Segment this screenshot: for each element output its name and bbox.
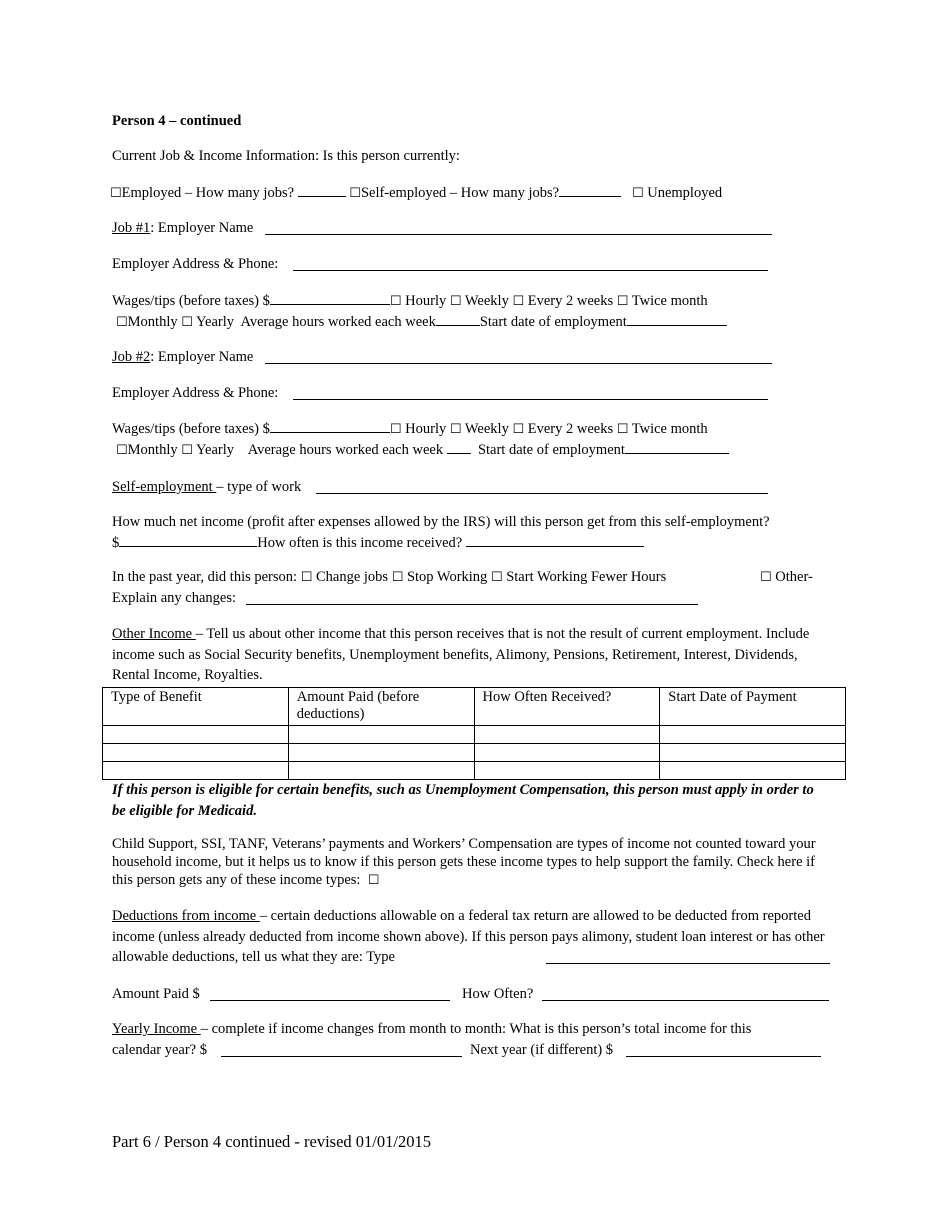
header-amount-paid: Amount Paid (before deductions) [288, 688, 474, 726]
job1-label: Job #1 [112, 220, 151, 236]
explain-changes-label: Explain any changes: [112, 590, 237, 606]
child-support-checkbox[interactable]: ☐ [367, 873, 380, 888]
job2-avg-hours-label: Average hours worked each week [247, 442, 444, 458]
job2-address-field[interactable] [293, 399, 768, 400]
job1-every2-label: Every 2 weeks [527, 293, 614, 309]
job1-address-field[interactable] [293, 270, 768, 271]
other-income-text: – Tell us about other income that this person receives that is not the result of current employment. Include income such as Social Security benefits, Unemployment benefits, Alimony, Pensions, Retirement, Interest, Dividends, Rental Income, Royalties. [112, 626, 810, 683]
table-cell[interactable] [660, 744, 846, 762]
deduction-how-often-field[interactable] [542, 1000, 829, 1001]
self-employed-label: Self-employed – How many jobs? [360, 185, 560, 201]
job2-start-date-label: Start date of employment [477, 442, 625, 458]
self-employed-checkbox[interactable]: ☐ [349, 186, 361, 201]
job2-every2-label: Every 2 weeks [527, 421, 614, 437]
table-row [103, 744, 846, 762]
job2-twice-checkbox[interactable]: ☐ [616, 422, 629, 437]
other-change-option [760, 567, 813, 588]
job2-wages-label: Wages/tips (before taxes) $ [112, 421, 270, 437]
job2-every2-checkbox[interactable]: ☐ [512, 422, 525, 437]
table-cell[interactable] [660, 726, 846, 744]
child-support-text: Child Support, SSI, TANF, Veterans’ payments and Workers’ Compensation are types of income not counted toward your household income, but it helps us to know if this person gets these income types to help support the family. Check here if this person gets any of these income types: [112, 836, 816, 888]
job1-yearly-label: Yearly [195, 314, 234, 330]
other-change-label: Other- [775, 569, 813, 585]
job1-weekly-label: Weekly [464, 293, 509, 309]
deductions-label: Deductions from income [112, 908, 260, 924]
job1-start-date-field[interactable] [627, 311, 727, 326]
yearly-income-row [112, 1019, 751, 1039]
other-income-paragraph [112, 624, 834, 686]
fewer-hours-label: Start Working Fewer Hours [506, 569, 667, 585]
job2-employer-row [112, 347, 253, 367]
net-income-dollar: $ [112, 535, 120, 551]
past-year-question: In the past year, did this person: [112, 569, 298, 585]
employed-label: Employed – How many jobs? [121, 185, 295, 201]
self-employment-label: Self-employment [112, 479, 217, 495]
job1-address-label: Employer Address & Phone: [112, 256, 279, 272]
job1-every2-checkbox[interactable]: ☐ [512, 294, 525, 309]
calendar-year-field[interactable] [221, 1056, 462, 1057]
job1-twice-label: Twice month [631, 293, 708, 309]
table-cell[interactable] [288, 762, 474, 780]
job2-avg-hours-field[interactable] [447, 439, 471, 454]
self-employment-row [112, 477, 301, 497]
table-row [103, 726, 846, 744]
other-change-checkbox[interactable]: ☐ [760, 570, 772, 585]
job2-employer-name-label: : Employer Name [150, 349, 254, 365]
net-income-row [112, 532, 644, 553]
calendar-year-label: calendar year? $ [112, 1042, 207, 1058]
table-cell[interactable] [103, 762, 289, 780]
table-cell[interactable] [103, 726, 289, 744]
amount-paid-field[interactable] [210, 1000, 450, 1001]
net-income-how-often-field[interactable] [466, 532, 644, 547]
employed-checkbox[interactable]: ☐ [110, 186, 122, 201]
table-cell[interactable] [474, 762, 660, 780]
table-cell[interactable] [288, 726, 474, 744]
table-cell[interactable] [474, 726, 660, 744]
amount-paid-label: Amount Paid $ [112, 986, 200, 1002]
job2-yearly-label: Yearly [195, 442, 234, 458]
job2-monthly-label: Monthly [127, 442, 178, 458]
employed-jobs-field[interactable] [298, 182, 346, 197]
job2-hourly-label: Hourly [405, 421, 447, 437]
job1-hourly-label: Hourly [405, 293, 447, 309]
child-support-paragraph [112, 835, 822, 890]
job1-hourly-checkbox[interactable]: ☐ [389, 294, 402, 309]
medicaid-notice: If this person is eligible for certain benefits, such as Unemployment Compensation, this person must apply in order to be eligible for Medicaid. [112, 782, 814, 819]
deduction-type-field[interactable] [546, 963, 830, 964]
benefits-table-header [103, 688, 846, 726]
self-employment-type-label: – type of work [216, 479, 302, 495]
job2-yearly-checkbox[interactable]: ☐ [181, 443, 193, 458]
page-title: Person 4 – continued [112, 113, 242, 129]
deductions-text: – certain deductions allowable on a federal tax return are allowed to be deducted from reported income (unless already deducted from income shown above). If this person pays alimony, student loan interest or has other allowable deductions, tell us what they are: Type [112, 908, 825, 965]
job2-weekly-label: Weekly [464, 421, 509, 437]
job2-wages-field[interactable] [270, 418, 390, 433]
job1-frequency-row2 [116, 311, 727, 333]
change-jobs-checkbox[interactable]: ☐ [300, 570, 313, 585]
job1-twice-checkbox[interactable]: ☐ [616, 294, 629, 309]
page-footer: Part 6 / Person 4 continued - revised 01/01/2015 [112, 1132, 431, 1151]
net-income-how-often-label: How often is this income received? [257, 535, 463, 551]
table-cell[interactable] [474, 744, 660, 762]
job1-monthly-label: Monthly [127, 314, 178, 330]
stop-working-checkbox[interactable]: ☐ [391, 570, 404, 585]
table-cell[interactable] [288, 744, 474, 762]
employment-status-row [110, 182, 722, 204]
deduction-how-often-label: How Often? [462, 986, 534, 1002]
stop-working-label: Stop Working [406, 569, 488, 585]
job2-label: Job #2 [112, 349, 151, 365]
header-how-often: How Often Received? [474, 688, 660, 726]
header-start-date: Start Date of Payment [660, 688, 846, 726]
header-type-of-benefit: Type of Benefit [103, 688, 289, 726]
yearly-income-text: – complete if income changes from month to month: What is this person’s total income for this [200, 1021, 752, 1037]
change-jobs-label: Change jobs [315, 569, 389, 585]
unemployed-label: Unemployed [647, 185, 723, 201]
table-row [103, 762, 846, 780]
net-income-field[interactable] [119, 532, 257, 547]
job1-wages-label: Wages/tips (before taxes) $ [112, 293, 270, 309]
job2-frequency-row2 [116, 439, 729, 461]
unemployed-checkbox[interactable]: ☐ [631, 186, 644, 201]
past-year-row [112, 567, 666, 588]
job1-employer-name-label: : Employer Name [150, 220, 254, 236]
table-cell[interactable] [103, 744, 289, 762]
benefits-table [102, 687, 846, 780]
job1-wages-field[interactable] [270, 290, 390, 305]
next-year-field[interactable] [626, 1056, 821, 1057]
self-employment-type-field[interactable] [316, 493, 768, 494]
deductions-paragraph [112, 906, 832, 968]
job1-wages-row [112, 290, 708, 312]
net-income-question: How much net income (profit after expenses allowed by the IRS) will this person get from this self-employment? [112, 514, 770, 530]
job2-wages-row [112, 418, 708, 440]
job1-avg-hours-field[interactable] [436, 311, 480, 326]
next-year-label: Next year (if different) $ [470, 1042, 614, 1058]
self-employed-jobs-field[interactable] [559, 182, 621, 197]
explain-changes-field[interactable] [246, 604, 698, 605]
table-cell[interactable] [660, 762, 846, 780]
job1-avg-hours-label: Average hours worked each week [240, 314, 436, 330]
intro-text: Current Job & Income Information: Is this person currently: [112, 148, 460, 164]
job1-yearly-checkbox[interactable]: ☐ [181, 315, 193, 330]
job2-start-date-field[interactable] [625, 439, 729, 454]
job2-weekly-checkbox[interactable]: ☐ [449, 422, 462, 437]
job2-employer-name-field[interactable] [265, 363, 772, 364]
fewer-hours-checkbox[interactable]: ☐ [490, 570, 503, 585]
job2-twice-label: Twice month [631, 421, 708, 437]
yearly-income-label: Yearly Income [112, 1021, 201, 1037]
job1-employer-name-field[interactable] [265, 234, 772, 235]
job1-weekly-checkbox[interactable]: ☐ [449, 294, 462, 309]
job1-start-date-label: Start date of employment [479, 314, 627, 330]
other-income-label: Other Income [112, 626, 196, 642]
job1-monthly-checkbox[interactable]: ☐ [116, 315, 128, 330]
job2-monthly-checkbox[interactable]: ☐ [116, 443, 128, 458]
job1-employer-row [112, 218, 253, 238]
job2-address-label: Employer Address & Phone: [112, 385, 279, 401]
job2-hourly-checkbox[interactable]: ☐ [389, 422, 402, 437]
